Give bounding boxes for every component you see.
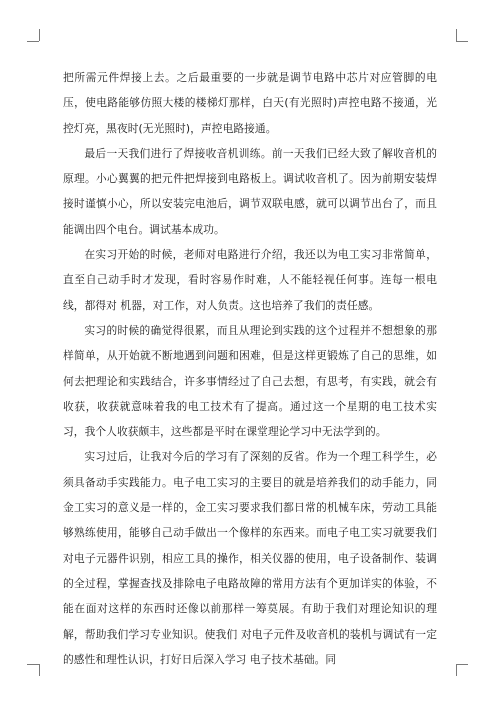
paragraph-continued: 把所需元件焊接上去。之后最重要的一步就是调节电路中芯片对应管脚的电压，使电路能够仿照大楼的楼梯灯那样，白天(有光照时)声控电路不接通，光控灯亮，黑夜时(无光照时)，声控电路接通。 bbox=[63, 71, 437, 135]
document-body bbox=[63, 65, 437, 672]
paragraph-responsibility: 在实习开始的时候，老师对电路进行介绍，我还以为电工实习非常简单，直至自己动手时才发现，看时容易作时难，人不能轻视任何事。连每一根电线，都得对 机器，对工作，对人负责。这也培养了我们的责任感。 bbox=[63, 248, 437, 312]
paragraph-practice-gains: 实习的时候的确觉得很累，而且从理论到实践的这个过程并不想想象的那样简单，从开始就不断地遇到问题和困难，但是这样更锻炼了自己的思维，如何去把理论和实践结合，许多事情经过了自己去想，有思考，有实践，就会有收获，收获就意味着我的电工技术有了提高。通过这一个星期的电工技术实习，我个人收获颇丰，这些都是平时在课堂理论学习中无法学到的。 bbox=[63, 323, 437, 439]
paragraph-radio-training: 最后一天我们进行了焊接收音机训练。前一天我们已经大致了解收音机的原理。小心翼翼的把元件把焊接到电路板上。调试收音机了。因为前期安装焊接时谨慎小心，所以安装完电池后，调节双联电感，就可以调节出台了，而且能调出四个电台。调试基本成功。 bbox=[63, 146, 437, 236]
paragraph-reflection: 实习过后，让我对今后的学习有了深刻的反省。作为一个理工科学生，必须具备动手实践能力。电子电工实习的主要目的就是培养我们的动手能力，同金工实习的意义是一样的，金工实习要求我们都日常的机械车床，劳动工具能够熟练使用，能够自己动手做出一个像样的东西来。而电子电工实习就要我们对电子元器件识别，相应工具的操作，相关仪器的使用，电子设备制作、装调的全过程，掌握查找及排除电子电路故障的常用方法有个更加详实的体验，不能在面对这样的东西时还像以前那样一筹莫展。有助于我们对理论知识的理解，帮助我们学习专业知识。使我们 对电子元件及收音机的装机与调试有一定的感性和理性认识，打好日后深入学习 电子技术基础。同 bbox=[63, 450, 437, 666]
